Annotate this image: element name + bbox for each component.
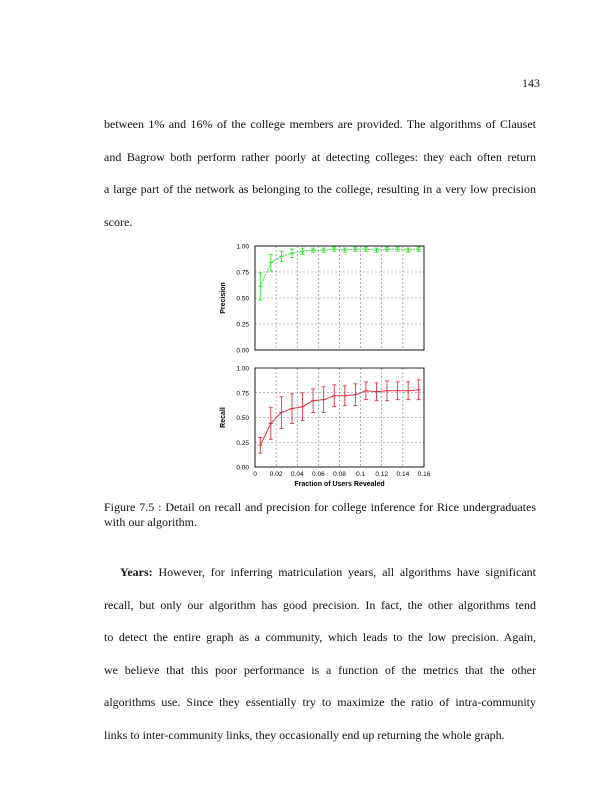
text-line: recall, but only our algorithm has good precision. In fact, the other algorithms tend (104, 597, 536, 612)
text-line: a large part of the network as belonging to the college, resulting in a very low precision (104, 182, 536, 196)
x-tick-label: 0.08 (333, 471, 346, 478)
y-axis-label: Recall (220, 407, 227, 428)
text-line: we believe that this poor performance is a function of the metrics that the other (104, 662, 536, 677)
y-tick-label: 0.75 (236, 390, 249, 398)
y-tick-label: 0.00 (236, 347, 249, 355)
y-tick-label: 0.50 (236, 415, 249, 422)
text-line: and Bagrow both perform rather poorly at detecting colleges: they each often return (104, 149, 536, 164)
text-span: However, for inferring matriculation years, all algorithms have significant (158, 565, 537, 579)
x-axis-label: Fraction of Users Revealed (294, 481, 385, 488)
y-tick-label: 1.00 (236, 243, 249, 251)
y-tick-label: 0.50 (236, 295, 249, 303)
y-tick-label: 1.00 (236, 365, 249, 373)
text-line (104, 556, 536, 589)
text-line: algorithms use. Since they essentially try to maximize the ratio of intra-community (104, 695, 536, 709)
text-line: to detect the entire graph as a community, which leads to the low precision. Again, (104, 630, 536, 644)
x-tick-label: 0.1 (356, 471, 366, 478)
paragraph-years (104, 556, 536, 751)
text-line: links to inter-community links, they occasionally end up returning the whole graph. (104, 727, 505, 742)
x-tick-label: 0.16 (417, 471, 431, 478)
y-tick-label: 0.75 (236, 269, 249, 277)
figure-caption: Figure 7.5 : Detail on recall and precision for college inference for Rice undergraduates with our algorithm. (104, 500, 536, 529)
run-in-heading: Years: (120, 565, 153, 579)
x-tick-label: 0.14 (396, 471, 410, 478)
x-tick-label: 0.12 (375, 471, 389, 478)
x-tick-label: 0 (253, 471, 257, 478)
y-tick-label: 0.25 (236, 321, 249, 329)
y-tick-label: 0.25 (236, 439, 249, 447)
text-line: score. (104, 214, 133, 229)
y-tick-label: 0.00 (236, 464, 249, 472)
text-line: between 1% and 16% of the college members are provided. The algorithms of Clauset (104, 117, 536, 131)
x-tick-label: 0.06 (312, 471, 325, 478)
y-axis-label: Precision (220, 282, 227, 314)
x-tick-label: 0.02 (269, 471, 283, 478)
page-number: 143 (522, 76, 540, 90)
x-tick-label: 0.04 (290, 471, 304, 478)
